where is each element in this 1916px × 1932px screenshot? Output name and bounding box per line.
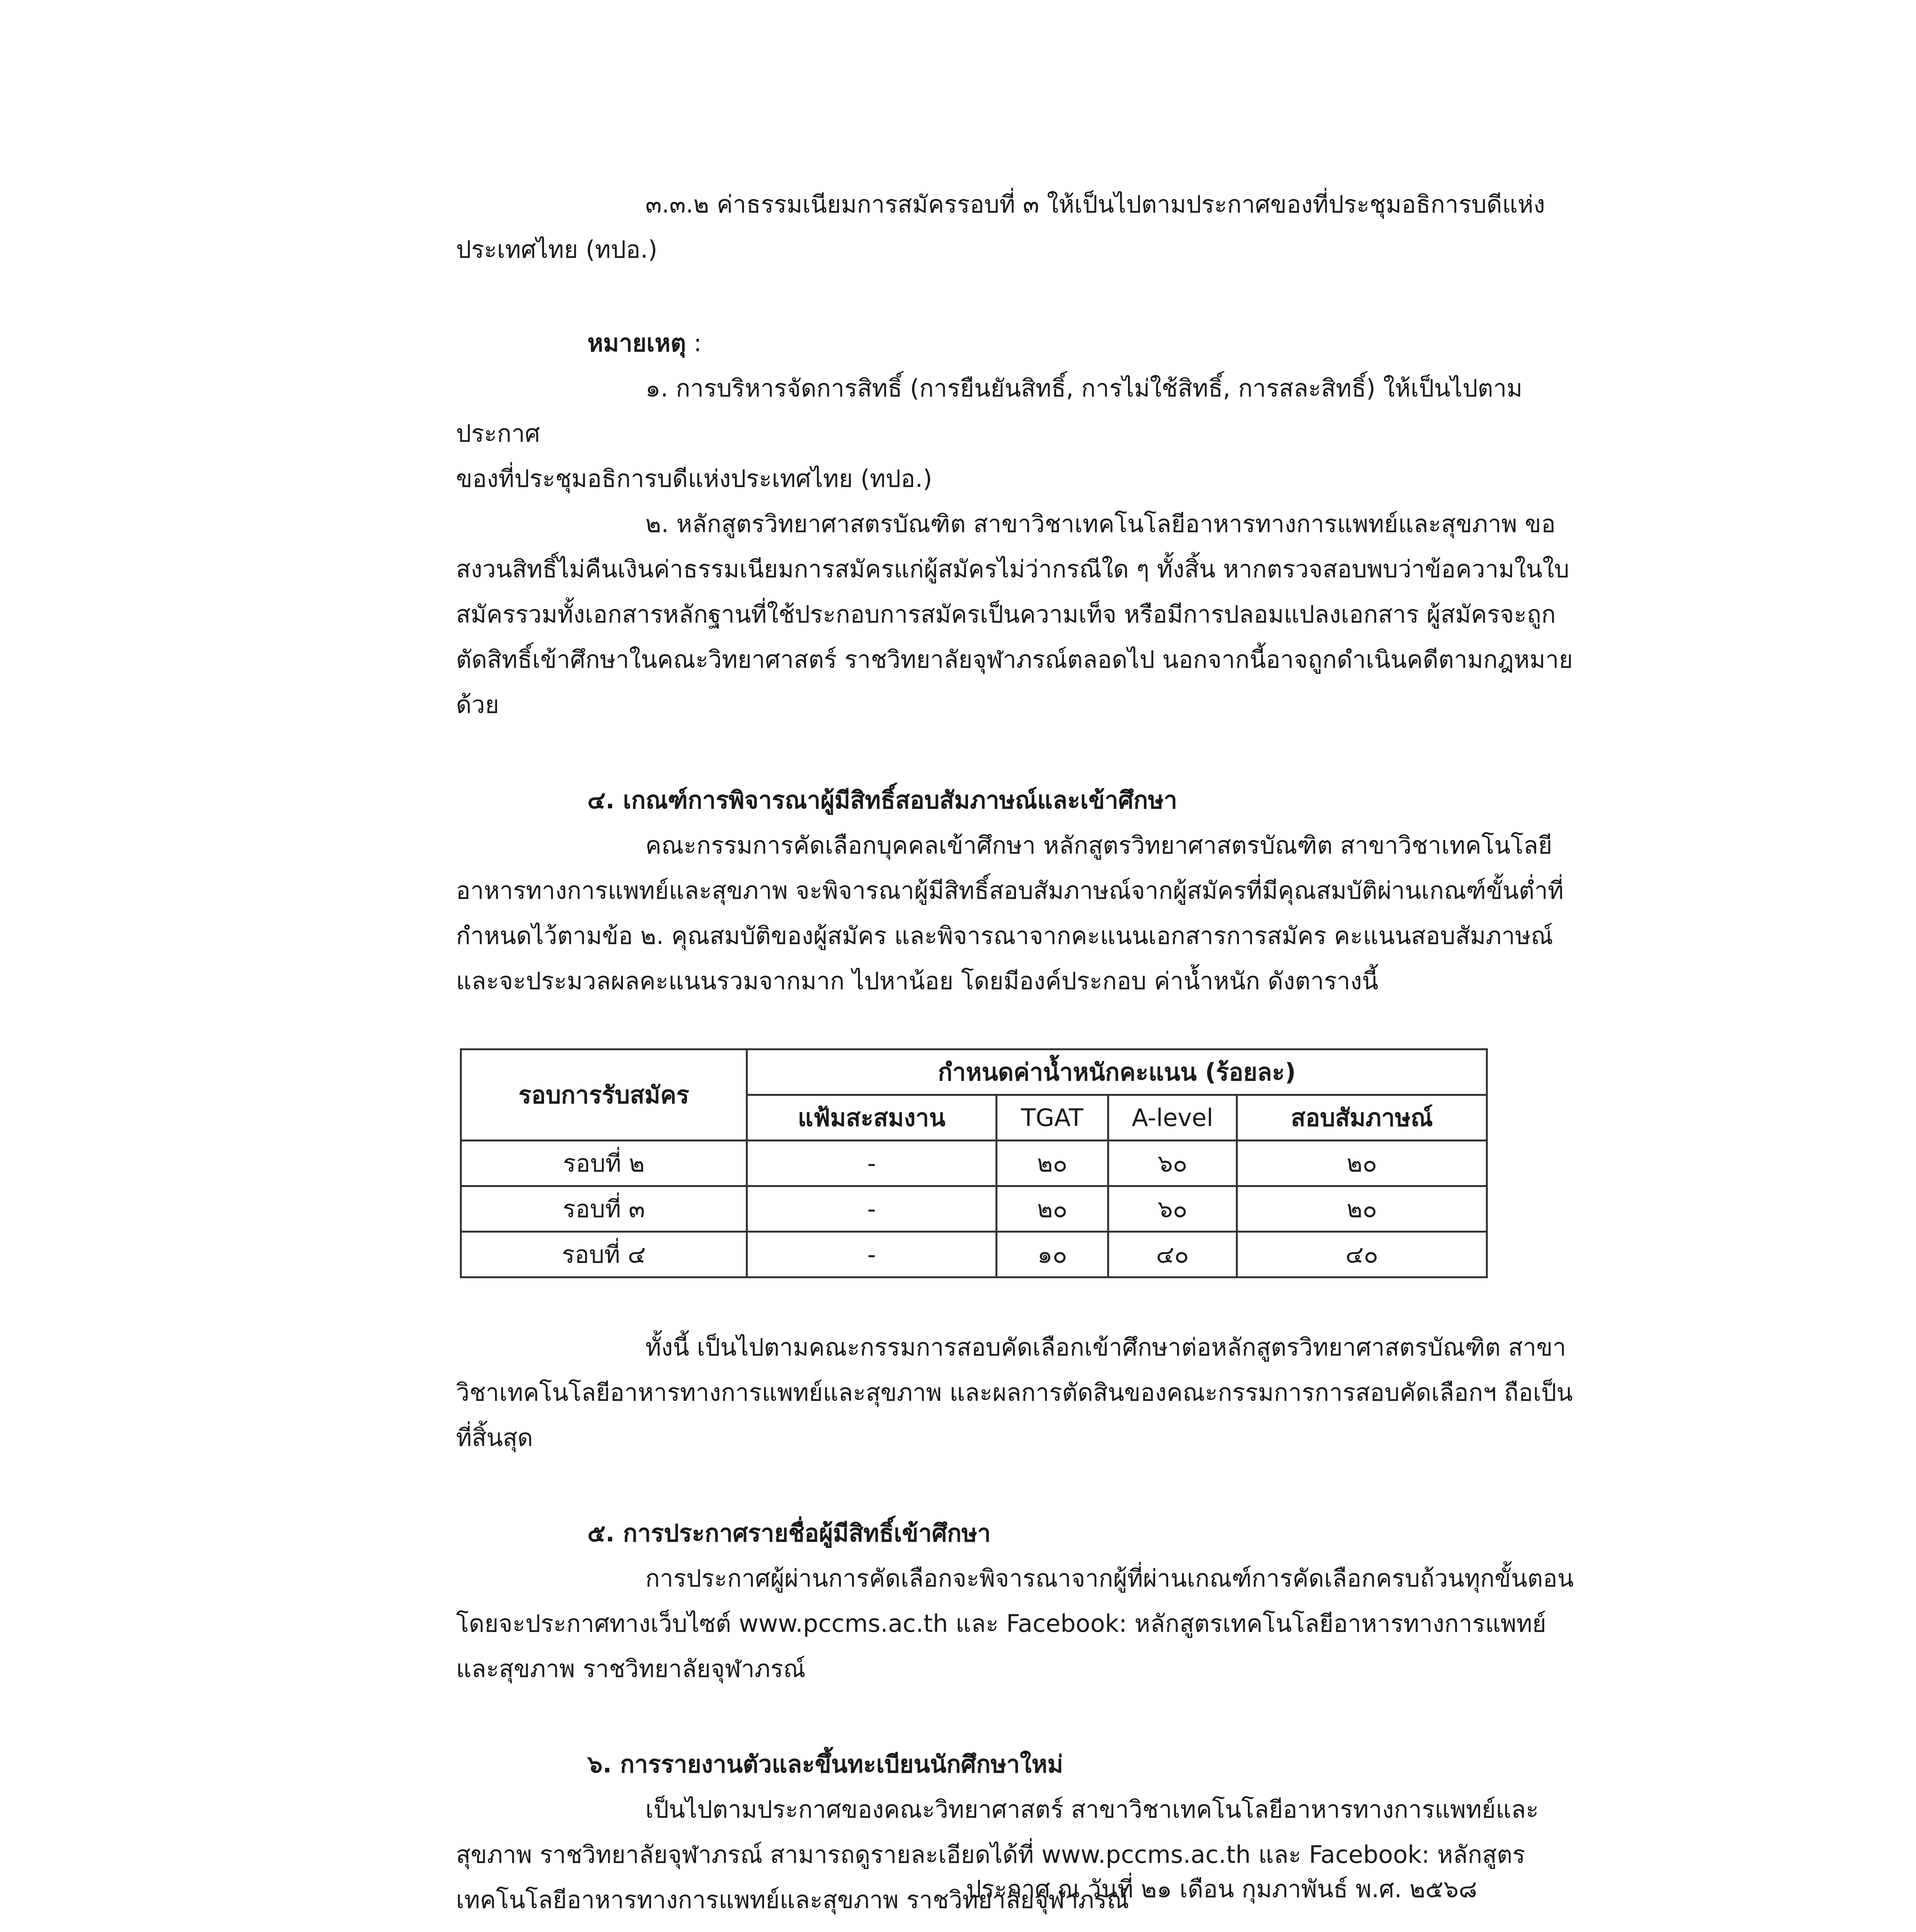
note-2-line5: ด้วย [456,690,499,719]
section-4-line4: และจะประมวลผลคะแนนรวมจากมาก ไปหาน้อย โดยมีองค์ประกอบ ค่าน้ำหนัก ดังตารางนี้ [456,967,1378,995]
table-row [461,1186,1487,1232]
section-5-line1: การประกาศผู้ผ่านการคัดเลือกจะพิจารณาจากผู้ที่ผ่านเกณฑ์การคัดเลือกครบถ้วนทุกขั้นตอน [645,1564,1574,1592]
section-6-line2: สุขภาพ ราชวิทยาลัยจุฬาภรณ์ สามารถดูรายละเอียดได้ที่ www.pccms.ac.th และ Facebook: หลักสูตร [456,1840,1525,1869]
clause-332-line1: ๓.๓.๒ ค่าธรรมเนียมการสมัครรอบที่ ๓ ให้เป็นไปตามประกาศของที่ประชุมอธิการบดีแห่ง [645,190,1545,218]
cell-round: รอบที่ ๔ [461,1232,747,1277]
cell-tgat: ๒๐ [996,1186,1108,1232]
cell-portfolio: - [747,1186,997,1232]
table-row [461,1232,1487,1277]
cell-round: รอบที่ ๒ [461,1141,747,1186]
cell-alevel: ๔๐ [1108,1232,1237,1277]
cell-round: รอบที่ ๓ [461,1186,747,1232]
note-1-line2: ของที่ประชุมอธิการบดีแห่งประเทศไทย (ทปอ.) [456,464,932,493]
section-5-heading: ๕. การประกาศรายชื่อผู้มีสิทธิ์เข้าศึกษา [587,1519,991,1547]
cell-interview: ๒๐ [1237,1186,1487,1232]
col-header-tgat: TGAT [996,1095,1108,1141]
cell-portfolio: - [747,1141,997,1186]
section-6-heading: ๖. การรายงานตัวและขึ้นทะเบียนนักศึกษาใหม่ [587,1750,1063,1778]
cell-interview: ๔๐ [1237,1232,1487,1277]
cell-interview: ๒๐ [1237,1141,1487,1186]
col-header-round: รอบการรับสมัคร [461,1049,747,1141]
col-header-interview: สอบสัมภาษณ์ [1237,1095,1487,1141]
section-6-line3: เทคโนโลยีอาหารทางการแพทย์และสุขภาพ ราชวิทยาลัยจุฬาภรณ์ [456,1886,1129,1914]
section-4-heading: ๔. เกณฑ์การพิจารณาผู้มีสิทธิ์สอบสัมภาษณ์และเข้าศึกษา [587,786,1178,814]
section-4-line3: กำหนดไว้ตามข้อ ๒. คุณสมบัติของผู้สมัคร และพิจารณาจากคะแนนเอกสารการสมัคร คะแนนสอบสัมภาษณ์ [456,922,1553,950]
cell-portfolio: - [747,1232,997,1277]
section-4-line1: คณะกรรมการคัดเลือกบุคคลเข้าศึกษา หลักสูตรวิทยาศาสตรบัณฑิต สาขาวิชาเทคโนโลยี [645,831,1552,859]
col-header-alevel: A-level [1108,1095,1237,1141]
section-4-line2: อาหารทางการแพทย์และสุขภาพ จะพิจารณาผู้มีสิทธิ์สอบสัมภาษณ์จากผู้สมัครที่มีคุณสมบัติผ่านเกณฑ์ขั้นต่ำที่ [456,876,1564,905]
clause-332-line2: ประเทศไทย (ทปอ.) [456,235,658,264]
section-5-line3: และสุขภาพ ราชวิทยาลัยจุฬาภรณ์ [456,1655,806,1683]
section-5-line2: โดยจะประกาศทางเว็บไซต์ www.pccms.ac.th และ Facebook: หลักสูตรเทคโนโลยีอาหารทางการแพทย์ [456,1609,1547,1638]
col-header-portfolio: แฟ้มสะสมงาน [747,1095,997,1141]
cell-tgat: ๑๐ [996,1232,1108,1277]
notes-heading [456,320,1592,366]
note-2-line3: สมัครรวมทั้งเอกสารหลักฐานที่ใช้ประกอบการสมัครเป็นความเท็จ หรือมีการปลอมแปลงเอกสาร ผู้สมัครจะถูก [456,600,1556,628]
notes-colon: : [686,329,702,357]
note-2-line1: ๒. หลักสูตรวิทยาศาสตรบัณฑิต สาขาวิชาเทคโนโลยีอาหารทางการแพทย์และสุขภาพ ขอ [645,510,1556,538]
note-2-line2: สงวนสิทธิ์ไม่คืนเงินค่าธรรมเนียมการสมัครแก่ผู้สมัครไม่ว่ากรณีใด ๆ ทั้งสิ้น หากตรวจสอบพบว่าข้อความในใบ [456,555,1569,583]
table-row [461,1141,1487,1186]
final-note-line2: วิชาเทคโนโลยีอาหารทางการแพทย์และสุขภาพ และผลการตัดสินของคณะกรรมการการสอบคัดเลือกฯ ถือเป็น [456,1378,1573,1406]
announcement-date: ประกาศ ณ วันที่ ๒๑ เดือน กุมภาพันธ์ พ.ศ. ๒๕๖๘ [966,1875,1477,1903]
cell-alevel: ๖๐ [1108,1141,1237,1186]
note-2-line4: ตัดสิทธิ์เข้าศึกษาในคณะวิทยาศาสตร์ ราชวิทยาลัยจุฬาภรณ์ตลอดไป นอกจากนี้อาจถูกดำเนินคดีตามกฎหมาย [456,645,1573,673]
cell-tgat: ๒๐ [996,1141,1108,1186]
notes-label: หมายเหตุ [587,329,686,357]
note-1-line1: ๑. การบริหารจัดการสิทธิ์ (การยืนยันสิทธิ์, การไม่ใช้สิทธิ์, การสละสิทธิ์) ให้เป็นไปตามประกาศ [456,374,1523,447]
section-6-line1: เป็นไปตามประกาศของคณะวิทยาศาสตร์ สาขาวิชาเทคโนโลยีอาหารทางการแพทย์และ [645,1795,1539,1823]
final-note-line3: ที่สิ้นสุด [456,1423,533,1452]
document-page [456,182,1592,1922]
cell-alevel: ๖๐ [1108,1186,1237,1232]
final-note-line1: ทั้งนี้ เป็นไปตามคณะกรรมการสอบคัดเลือกเข้าศึกษาต่อหลักสูตรวิทยาศาสตรบัณฑิต สาขา [645,1333,1566,1361]
score-weight-table [460,1048,1488,1278]
col-header-weight-group: กำหนดค่าน้ำหนักคะแนน (ร้อยละ) [747,1049,1487,1095]
